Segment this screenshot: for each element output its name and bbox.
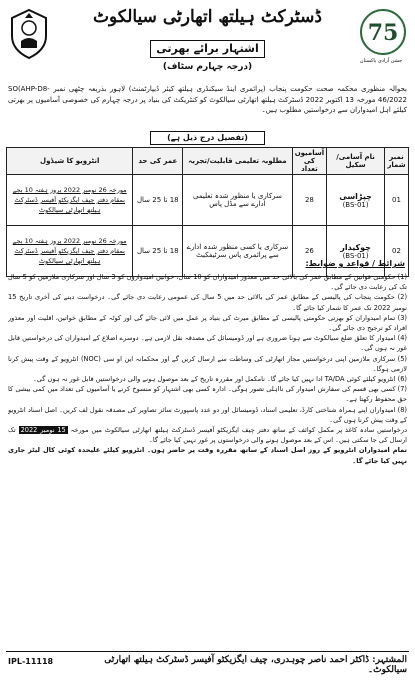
condition-item: (6) انٹرویو کیلئے کوئی TA/DA ادا نہیں کیا جائے گا۔ نامکمل اور مقررہ تاریخ کے بعد موصول ہونے والی درخواستیں قابل غور نہ ہوں گی۔ <box>32 375 407 384</box>
condition-item: (3) تمام امیدواران کو بھرتی حکومتی پالیسی کے مطابق میرٹ کی بنیاد پر عمل میں لائی جائے گی اور کوٹہ کے مطابق خواتین، اقلیت اور معذور افراد کو ترجیح دی جائے گی۔ <box>8 313 407 333</box>
interview-place: بمقام دفتر چیف ایگزیکٹو آفیسر ڈسٹرکٹ ہیلتھ اتھارٹی سیالکوٹ <box>14 196 125 214</box>
last-date-highlight: 15 نومبر 2022 <box>20 426 66 435</box>
advertiser-signature: المشتہر: ڈاکٹر احمد ناصر چوہدری، چیف ایگزیکٹو آفیسر ڈسٹرکٹ ہیلتھ اتھارٹی سیالکوٹ۔ <box>104 655 407 675</box>
condition-item: (2) حکومت پنجاب کی پالیسی کے مطابق عمر کی بالائی حد میں 5 سال کی عمومی رعایت دی جائے گی۔ درخواست دینے کی آخری تاریخ 15 نومبر 2022 تک عمر کا شمار کیا جائے گا۔ <box>8 293 407 312</box>
condition-item: (1) حکومتی قوانین کے مطابق عمر کی بالائی حد میں معذور امیدواران کو 10 سال، خواتین امیدواروں کو 3 سال اور سرکاری ملازمین کو 5 سال تک کی رعایت دی جائے گی۔ <box>8 273 407 292</box>
cell-age: 18 تا 25 سال <box>133 226 183 277</box>
interview-place: بمقام دفتر چیف ایگزیکٹو آفیسر ڈسٹرکٹ ہیلتھ اتھارٹی سیالکوٹ <box>14 247 125 265</box>
cell-no: 02 <box>385 226 409 277</box>
grade-label: (درجہ چہارم سٹاف) <box>162 62 253 72</box>
jubilee-number: 75 <box>367 20 399 46</box>
post-scale: (BS-01) <box>342 251 369 260</box>
header-interview: انٹرویو کا شیڈول <box>7 148 133 175</box>
jubilee-75-logo-icon <box>359 8 407 56</box>
post-name: چوکیدار <box>340 242 371 252</box>
interview-date: مورخہ 26 نومبر 2022 بروز ہفتہ 10 بجے <box>12 237 127 245</box>
post-scale: (BS-01) <box>342 200 369 209</box>
details-heading: (تفصیل درج ذیل ہے) <box>150 131 265 145</box>
cell-count: 28 <box>292 175 326 226</box>
condition-item: (4) امیدوار کا تعلق ضلع سیالکوٹ سے ہونا ضروری ہے اور ڈومیسائل کی مصدقہ نقل لازمی ہے۔ دوسرے اضلاع کے امیدواران کی درخواستیں قابل غور نہ ہوں گی۔ <box>8 334 407 353</box>
ad-subtitle: اشتہار برائے بھرتی <box>150 40 265 58</box>
conditions-body <box>8 272 407 610</box>
condition-item: (8) امیدواران اپنے ہمراہ شناختی کارڈ، تعلیمی اسناد، ڈومیسائل اور دو عدد پاسپورٹ سائز تصاویر کی مصدقہ نقول لف کریں۔ اصل اسناد انٹرویو کے وقت پیش کرنا ہوں گی۔ <box>8 405 407 424</box>
page-title: ڈسٹرکٹ ہیلتھ اتھارٹی سیالکوٹ <box>93 7 322 27</box>
cell-no: 01 <box>385 175 409 226</box>
table-row <box>7 175 409 226</box>
cell-qualification: سرکاری یا کسی منظور شدہ ادارے سے پرائمری پاس سرٹیفکیٹ <box>183 226 293 277</box>
table-header-row <box>7 148 409 175</box>
cell-post-name <box>327 226 385 277</box>
header-count: آسامیوں کی تعداد <box>292 148 326 175</box>
header-age: عمر کی حد <box>133 148 183 175</box>
conditions-heading: شرائط / قواعد و ضوابط: <box>305 259 405 268</box>
interview-date: مورخہ 26 نومبر 2022 بروز ہفتہ 10 بجے <box>12 186 127 194</box>
cell-age: 18 تا 25 سال <box>133 175 183 226</box>
table-row <box>7 226 409 277</box>
government-emblem-icon <box>8 8 50 60</box>
header-qualification: مطلوبہ تعلیمی قابلیت/تجربہ <box>183 148 293 175</box>
submission-paragraph <box>8 425 407 445</box>
intro-paragraph: بحوالہ منظوری محکمہ صحت حکومت پنجاب (پرائمری اینڈ سیکنڈری ہیلتھ کیئر ڈیپارٹمنٹ) لاہور بذریعہ چٹھی نمبر SO(AHP-D8-46/2022 مورخہ 13 اکتوبر 2022 ڈسٹرکٹ ہیلتھ اتھارٹی سیالکوٹ کو کنٹریکٹ کی بنیاد پر درجہ چہارم کی خصوصی آسامیوں پر بھرتی کیلئے اہل امیدواران سے درخواستیں مطلوب ہیں۔ <box>8 85 407 114</box>
posts-table <box>6 147 409 277</box>
ad-reference-number: IPL-11118 <box>8 657 54 666</box>
post-name: چپڑاسی <box>339 191 372 201</box>
cell-count: 26 <box>292 226 326 277</box>
condition-item: (5) سرکاری ملازمین اپنی درخواستیں مجاز اتھارٹی کی وساطت سے ارسال کریں گے اور محکمانہ این او سی (NOC) انٹرویو کے وقت پیش کرنا لازمی ہوگا۔ <box>8 354 407 373</box>
header-no: نمبر شمار <box>385 148 409 175</box>
jubilee-caption: جشن آزادی پاکستان <box>359 58 403 64</box>
cell-interview <box>7 226 133 277</box>
closing-note: تمام امیدواران انٹرویو کے روز اصل اسناد کے ساتھ مقررہ وقت پر حاضر ہوں۔ انٹرویو کیلئے علیحدہ کوئی کال لیٹر جاری نہیں کیا جائے گا۔ <box>8 446 407 465</box>
condition-item: (7) کسی بھی قسم کی سفارش امیدوار کی نااہلی تصور ہوگی۔ ادارہ کسی بھی اشتہار کو منسوخ کرنے یا آسامیوں کی تعداد میں کمی بیشی کا حق محفوظ رکھتا ہے۔ <box>8 385 407 404</box>
header-post-name: نام آسامی/سکیل <box>327 148 385 175</box>
submission-outro: تک ارسال کی جا سکتی ہیں۔ اس کے بعد موصول ہونے والی درخواستوں پر غور نہیں کیا جائے گا۔ <box>8 426 407 445</box>
submission-intro: درخواستیں سادہ کاغذ پر مکمل کوائف کے ساتھ دفتر چیف ایگزیکٹو آفیسر ڈسٹرکٹ ہیلتھ اتھارٹی سیالکوٹ میں مورخہ <box>70 426 407 435</box>
cell-qualification: سرکاری یا منظور شدہ تعلیمی ادارے سے مڈل پاس <box>183 175 293 226</box>
cell-post-name <box>327 175 385 226</box>
cell-interview <box>7 175 133 226</box>
footer-divider <box>6 651 409 652</box>
